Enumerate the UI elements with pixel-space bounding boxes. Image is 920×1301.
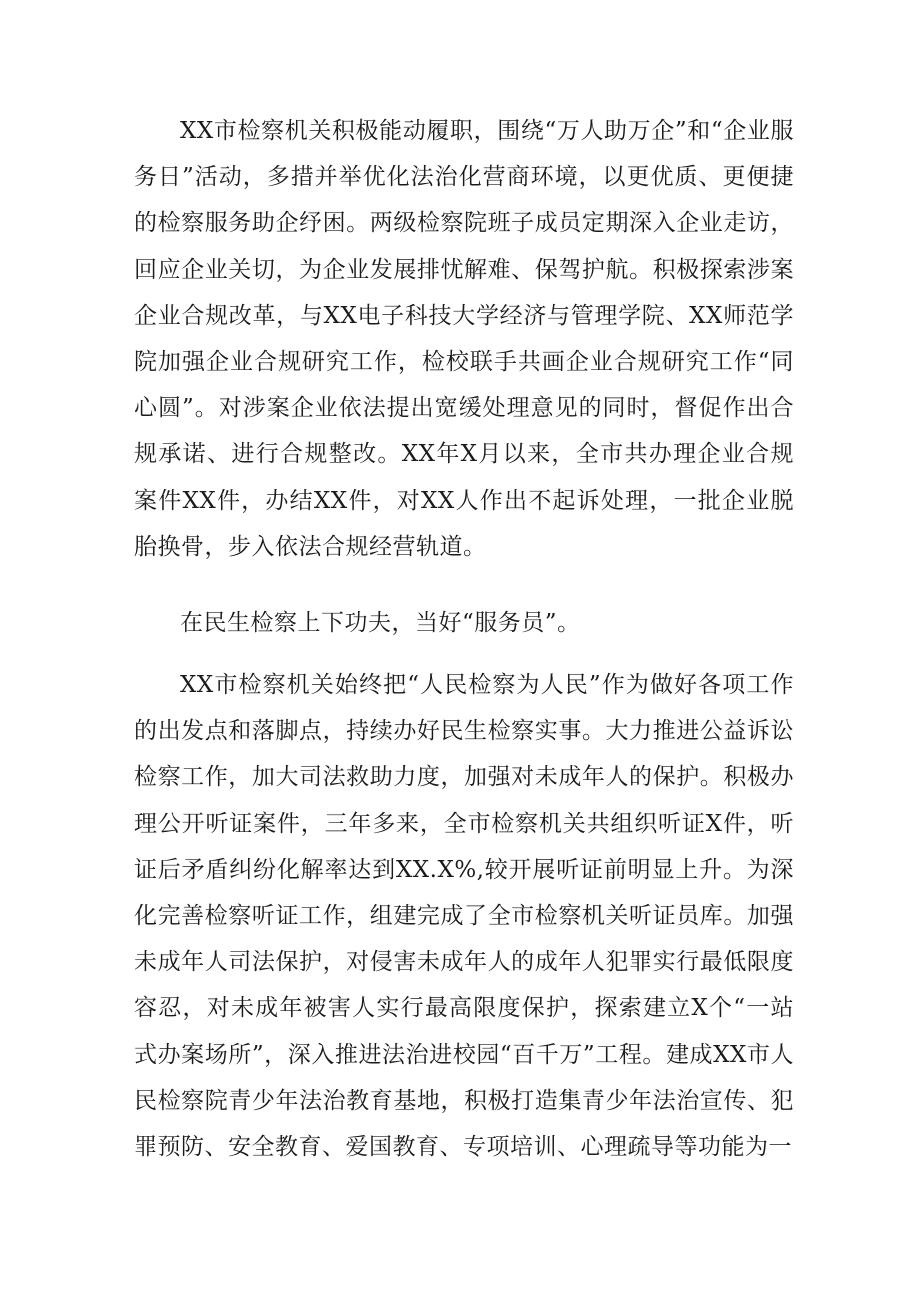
paragraph-text: XX市检察机关积极能动履职，围绕“万人助万企”和“企业服务日”活动，多措并举优化法治化营商环境，以更优质、更便捷的检察服务助企纾困。两级检察院班子成员定期深入企业走访，回应企业关切，为企业发展排忧解难、保驾护航。积极探索涉案企业合规改革，与XX电子科技大学经济与管理学院、XX师范学院加强企业合规研究工作，检校联手共画企业合规研究工作“同心圆”。对涉案企业依法提出宽缓处理意见的同时，督促作出合规承诺、进行合规整改。XX年X月以来，全市共办理企业合规案件XX件，办结XX件，对XX人作出不起诉处理，一批企业脱胎换骨，步入依法合规经营轨道。 <box>134 118 794 560</box>
heading-text: 在民生检察上下功夫，当好“服务员”。 <box>180 610 581 636</box>
section-heading-livelihood <box>134 600 794 646</box>
body-paragraph-business-environment <box>134 108 794 570</box>
paragraph-text: XX市检察机关始终把“人民检察为人民”作为做好各项工作的出发点和落脚点，持续办好民生检察实事。大力推进公益诉讼检察工作，加大司法救助力度，加强对未成年人的保护。积极办理公开听证案件，三年多来，全市检察机关共组织听证X件，听证后矛盾纠纷化解率达到XX.X%,较开展听证前明显上升。为深化完善检察听证工作，组建完成了全市检察机关听证员库。加强未成年人司法保护，对侵害未成年人的成年人犯罪实行最低限度容忍，对未成年被害人实行最高限度保护，探索建立X个“一站式办案场所”，深入推进法治进校园“百千万”工程。建成XX市人民检察院青少年法治教育基地，积极打造集青少年法治宣传、犯罪预防、安全教育、爱国教育、专项培训、心理疏导等功能为一 <box>134 672 794 1161</box>
body-paragraph-livelihood <box>134 662 794 1170</box>
